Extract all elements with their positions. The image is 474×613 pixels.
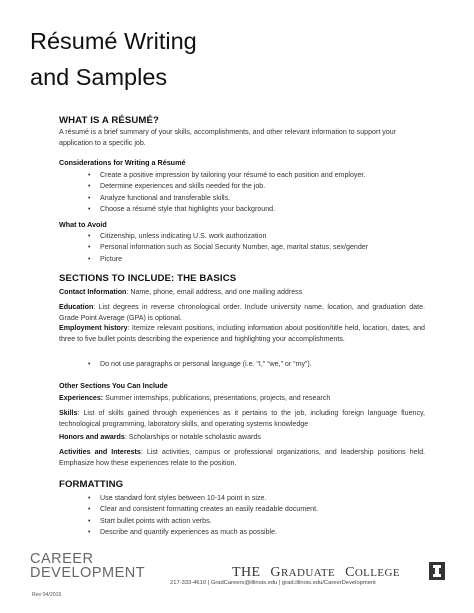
career-logo-line1: CAREER bbox=[30, 551, 94, 567]
considerations-heading: Considerations for Writing a Résumé bbox=[59, 158, 186, 167]
employment-label: Employment history bbox=[59, 324, 128, 332]
list-item: • Create a positive impression by tailoring your résumé to each position and employer. bbox=[59, 170, 425, 181]
illinois-block-i-icon bbox=[429, 562, 445, 580]
list-item: • Use standard font styles between 10-14 point in size. bbox=[59, 493, 425, 504]
employment-text: Employment history: Itemize relevant positions, including information about position/title held, location, dates, and three to five bullet points describing the experience and highlighting your accomplishments. bbox=[59, 324, 425, 343]
graduate-college-logo: THE GRADUATE COLLEGE bbox=[232, 565, 400, 580]
experiences-text: Experiences: Summer internships, publications, presentations, projects, and research bbox=[59, 394, 331, 402]
basics-heading: SECTIONS TO INCLUDE: THE BASICS bbox=[59, 273, 237, 284]
honors-text: Honors and awards: Scholarships or notable scholastic awards bbox=[59, 433, 261, 441]
avoid-list bbox=[59, 231, 425, 265]
document-title-line1: Résumé Writing bbox=[30, 28, 197, 54]
list-item: • Choose a résumé style that highlights your background. bbox=[59, 204, 425, 215]
activities-text: Activities and Interests: List activities, campus or professional organizations, and leadership positions held. Emphasize how these experiences relate to the position. bbox=[59, 448, 425, 467]
list-item: • Personal information such as Social Security Number, age, marital status, sex/gender bbox=[59, 242, 425, 253]
considerations-list bbox=[59, 170, 425, 215]
document-title-line2: and Samples bbox=[30, 64, 168, 90]
experiences-label: Experiences: bbox=[59, 394, 104, 402]
other-sections-heading: Other Sections You Can Include bbox=[59, 381, 168, 390]
what-is-heading: WHAT IS A RÉSUMÉ? bbox=[59, 115, 159, 126]
contact-info-text: Contact Information: Name, phone, email address, and one mailing address bbox=[59, 288, 303, 296]
honors-label: Honors and awards bbox=[59, 433, 125, 441]
skills-label: Skills bbox=[59, 409, 78, 417]
list-item: • Start bullet points with action verbs. bbox=[59, 516, 425, 527]
list-item: • Describe and quantify experiences as much as possible. bbox=[59, 527, 425, 538]
employment-bullets bbox=[59, 359, 425, 370]
list-item: • Picture bbox=[59, 254, 425, 265]
revision-date: Rev 04/2015 bbox=[32, 592, 62, 598]
list-item: • Analyze functional and transferable skills. bbox=[59, 193, 425, 204]
education-text: Education: List degrees in reverse chronological order. Include university name, location, and graduation date. Grade Point Average (GPA) is optional. bbox=[59, 303, 425, 322]
what-is-text: A résumé is a brief summary of your skills, accomplishments, and other relevant information to support your application to a specific job. bbox=[59, 128, 397, 147]
education-label: Education bbox=[59, 303, 94, 311]
formatting-heading: FORMATTING bbox=[59, 479, 124, 490]
list-item: • Clear and consistent formatting creates an easily readable document. bbox=[59, 504, 425, 515]
list-item: • Do not use paragraphs or personal language (i.e. “I,” “we,” or “my”). bbox=[59, 359, 425, 370]
list-item: • Determine experiences and skills needed for the job. bbox=[59, 181, 425, 192]
skills-text: Skills: List of skills gained through experiences as it pertains to the job, including foreign language fluency, technological programming, laboratory skills, and operating systems knowledge bbox=[59, 409, 425, 428]
contact-info-footer: 217-333-4610 | GradCareers@illinois.edu | grad.illinois.edu/CareerDevelopment bbox=[170, 580, 376, 586]
career-development-logo bbox=[30, 552, 145, 580]
career-logo-line2: DEVELOPMENT bbox=[30, 565, 146, 581]
activities-label: Activities and Interests bbox=[59, 448, 141, 456]
list-item: • Citizenship, unless indicating U.S. work authorization bbox=[59, 231, 425, 242]
avoid-heading: What to Avoid bbox=[59, 220, 107, 229]
contact-info-label: Contact Information bbox=[59, 288, 127, 296]
formatting-list bbox=[59, 493, 425, 538]
